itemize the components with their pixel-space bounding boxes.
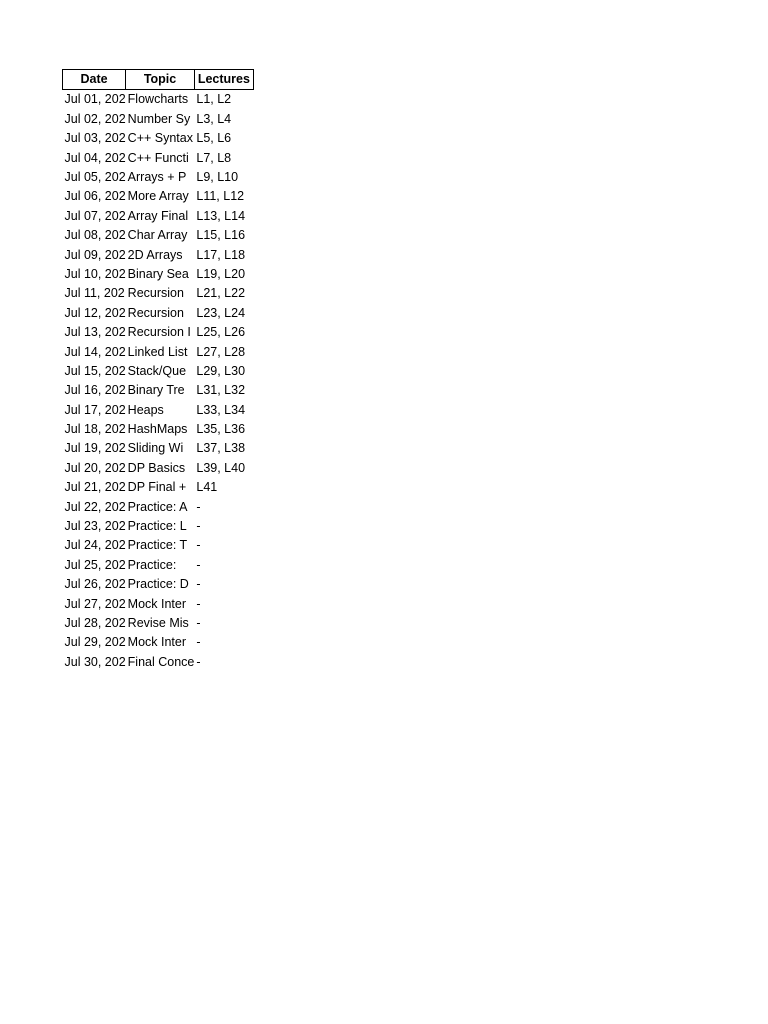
topic-cell[interactable]: Revise Mis	[127, 615, 189, 630]
topic-cell[interactable]: 2D Arrays	[127, 247, 183, 262]
date-cell[interactable]: Jul 14, 202	[64, 344, 126, 359]
schedule-sheet	[62, 69, 254, 672]
topic-cell[interactable]: Binary Tre	[127, 383, 185, 398]
header-lectures[interactable]: Lectures	[194, 70, 253, 90]
table-row	[63, 361, 254, 380]
table-row	[63, 245, 254, 264]
date-cell[interactable]: Jul 30, 202	[64, 654, 126, 669]
table-row	[63, 652, 254, 671]
date-cell[interactable]: Jul 19, 202	[64, 441, 126, 456]
topic-cell[interactable]: HashMaps	[127, 422, 188, 437]
date-cell[interactable]: Jul 12, 202	[64, 305, 126, 320]
date-cell[interactable]: Jul 06, 202	[64, 189, 126, 204]
topic-cell[interactable]: More Array	[127, 189, 189, 204]
date-cell[interactable]: Jul 13, 202	[64, 325, 126, 340]
lectures-cell[interactable]: L35, L36	[196, 422, 246, 437]
header-row	[63, 70, 254, 90]
table-row	[63, 381, 254, 400]
topic-cell[interactable]: Recursion	[127, 305, 184, 320]
lectures-cell[interactable]: -	[196, 635, 201, 650]
header-date[interactable]: Date	[63, 70, 126, 90]
topic-cell[interactable]: C++ Functi	[127, 150, 189, 165]
lectures-cell[interactable]: L37, L38	[196, 441, 246, 456]
table-row	[63, 536, 254, 555]
date-cell[interactable]: Jul 09, 202	[64, 247, 126, 262]
lectures-cell[interactable]: L31, L32	[196, 383, 246, 398]
lectures-cell[interactable]: -	[196, 577, 201, 592]
table-row	[63, 168, 254, 187]
topic-cell[interactable]: Sliding Wi	[127, 441, 184, 456]
table-row	[63, 129, 254, 148]
table-row	[63, 187, 254, 206]
date-cell[interactable]: Jul 16, 202	[64, 383, 126, 398]
lectures-cell[interactable]: -	[196, 596, 201, 611]
lectures-cell[interactable]: L25, L26	[196, 325, 246, 340]
topic-cell[interactable]: Recursion	[127, 286, 184, 301]
date-cell[interactable]: Jul 04, 202	[64, 150, 126, 165]
date-cell[interactable]: Jul 28, 202	[64, 615, 126, 630]
table-row	[63, 109, 254, 128]
lectures-cell[interactable]: -	[196, 615, 201, 630]
topic-cell[interactable]: Linked List	[127, 344, 188, 359]
table-row	[63, 458, 254, 477]
table-row	[63, 226, 254, 245]
topic-cell[interactable]: Mock Inter	[127, 596, 187, 611]
date-cell[interactable]: Jul 22, 202	[64, 499, 126, 514]
table-row	[63, 90, 254, 110]
date-cell[interactable]: Jul 21, 202	[64, 480, 126, 495]
topic-cell[interactable]: Practice: A	[127, 499, 188, 514]
topic-cell[interactable]: Practice: L	[127, 519, 187, 534]
lectures-cell[interactable]: L3, L4	[196, 111, 232, 126]
table-row	[63, 517, 254, 536]
topic-cell[interactable]: Practice: D	[127, 577, 189, 592]
lectures-cell[interactable]: -	[196, 499, 201, 514]
table-row	[63, 594, 254, 613]
lectures-cell[interactable]: L23, L24	[196, 305, 246, 320]
date-cell[interactable]: Jul 26, 202	[64, 577, 126, 592]
table-row	[63, 148, 254, 167]
date-cell[interactable]: Jul 20, 202	[64, 460, 126, 475]
date-cell[interactable]: Jul 25, 202	[64, 557, 126, 572]
topic-cell[interactable]: Binary Sea	[127, 266, 189, 281]
lectures-cell[interactable]: L9, L10	[196, 170, 239, 184]
lectures-cell[interactable]: -	[196, 654, 201, 669]
table-row	[63, 575, 254, 594]
lectures-cell[interactable]: L7, L8	[196, 150, 232, 165]
date-cell[interactable]: Jul 15, 202	[64, 363, 126, 378]
lectures-cell[interactable]: -	[196, 519, 201, 534]
date-cell[interactable]: Jul 01, 202	[64, 92, 126, 107]
table-row	[63, 400, 254, 419]
lectures-cell[interactable]: L39, L40	[196, 460, 246, 475]
date-cell[interactable]: Jul 07, 202	[64, 208, 126, 223]
lectures-cell[interactable]: L1, L2	[196, 92, 232, 107]
date-cell[interactable]: Jul 23, 202	[64, 519, 126, 534]
topic-cell[interactable]: Practice:	[127, 557, 177, 572]
lectures-cell[interactable]: L11, L12	[196, 189, 245, 204]
topic-cell[interactable]: DP Final +	[127, 480, 187, 495]
lectures-cell[interactable]: L15, L16	[196, 228, 246, 243]
table-row	[63, 497, 254, 516]
date-cell[interactable]: Jul 17, 202	[64, 402, 126, 417]
lectures-cell[interactable]: L21, L22	[196, 286, 246, 301]
lectures-cell[interactable]: L27, L28	[196, 344, 246, 359]
date-cell[interactable]: Jul 27, 202	[64, 596, 126, 611]
topic-cell[interactable]: Final Conce	[127, 654, 195, 669]
lectures-cell[interactable]: L19, L20	[196, 266, 246, 281]
topic-cell[interactable]: Char Array	[127, 228, 188, 243]
lectures-cell[interactable]: L29, L30	[196, 363, 246, 378]
header-topic[interactable]: Topic	[126, 70, 195, 90]
table-row	[63, 342, 254, 361]
lectures-cell[interactable]: L13, L14	[196, 208, 246, 223]
date-cell[interactable]: Jul 11, 202	[64, 286, 125, 301]
topic-cell[interactable]: Array Final	[127, 208, 189, 223]
date-cell[interactable]: Jul 18, 202	[64, 422, 126, 437]
date-cell[interactable]: Jul 05, 202	[64, 170, 126, 184]
table-row	[63, 323, 254, 342]
lectures-cell[interactable]: L5, L6	[196, 131, 232, 146]
date-cell[interactable]: Jul 08, 202	[64, 228, 126, 243]
topic-cell[interactable]: Arrays + P	[127, 170, 187, 184]
table-row	[63, 614, 254, 633]
table-row	[63, 439, 254, 458]
lectures-cell[interactable]: L17, L18	[196, 247, 246, 262]
topic-cell[interactable]: Heaps	[127, 402, 164, 417]
topic-cell[interactable]: DP Basics	[127, 460, 186, 475]
date-cell[interactable]: Jul 02, 202	[64, 111, 126, 126]
table-row	[63, 420, 254, 439]
table-row	[63, 478, 254, 497]
topic-cell[interactable]: Stack/Que	[127, 363, 187, 378]
date-cell[interactable]: Jul 03, 202	[64, 131, 126, 146]
topic-cell[interactable]: Mock Inter	[127, 635, 187, 650]
table-row	[63, 206, 254, 225]
date-cell[interactable]: Jul 10, 202	[64, 266, 126, 281]
table-row	[63, 633, 254, 652]
table-row	[63, 284, 254, 303]
topic-cell[interactable]: Practice: T	[127, 538, 188, 553]
lectures-cell[interactable]: L33, L34	[196, 402, 246, 417]
lectures-cell[interactable]: L41	[196, 480, 218, 495]
schedule-table	[62, 69, 254, 672]
table-row	[63, 555, 254, 574]
lectures-cell[interactable]: -	[196, 538, 201, 553]
table-row	[63, 303, 254, 322]
topic-cell[interactable]: Recursion I	[127, 325, 191, 340]
date-cell[interactable]: Jul 29, 202	[64, 635, 126, 650]
lectures-cell[interactable]: -	[196, 557, 201, 572]
topic-cell[interactable]: C++ Syntax	[127, 131, 193, 146]
table-row	[63, 265, 254, 284]
date-cell[interactable]: Jul 24, 202	[64, 538, 126, 553]
topic-cell[interactable]: Number Sy	[127, 111, 191, 126]
topic-cell[interactable]: Flowcharts	[127, 92, 189, 107]
